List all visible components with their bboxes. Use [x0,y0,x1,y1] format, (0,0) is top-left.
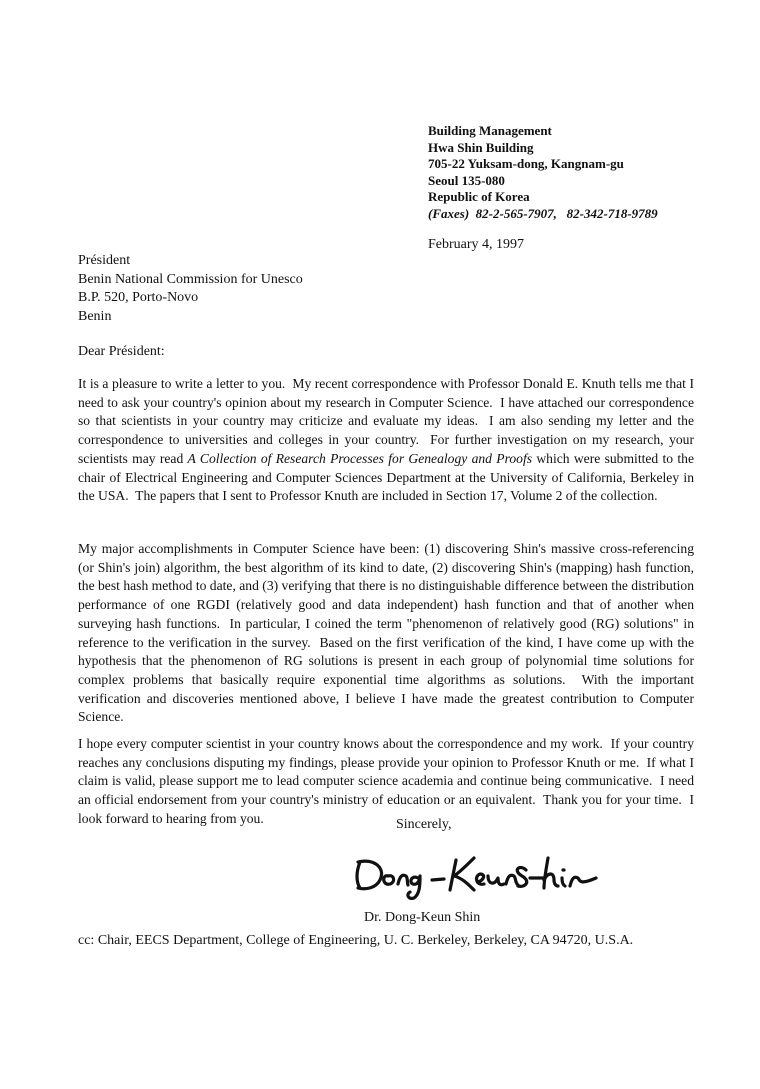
recipient-line: Benin National Commission for Unesco [78,271,303,287]
recipient-line: Président [78,253,131,268]
sender-line: Republic of Korea [428,189,530,204]
salutation: Dear Président: [78,344,165,359]
body-paragraph-3: I hope every computer scientist in your country knows about the correspondence and my work. If your country reaches any conclusions disputing my findings, please provide your opinion to Professor Knuth or me. If what I claim is valid, please support me to lead computer science academia and continue being communicative. I need an official endorsement from your country's ministry of education or an equivalent. Thank you for your time. I look forward to hearing from you. [78,736,698,826]
fax-label: (Faxes) [428,205,470,221]
handwritten-signature [352,848,602,900]
sender-line: Building Management [428,123,552,138]
recipient-line: B.P. 520, Porto-Novo [78,290,199,305]
body-paragraph-2: My major accomplishments in Computer Science have been: (1) discovering Shin's massive cross-referencing (or Shin's join) algorithm, the best algorithm of its kind to date, (2) discovering Shin's (mapping) hash function, the best hash method to date, and (3) verifying that there is no distinguishable difference between the distribution performance of one RGDI (relatively good and data independent) hash function and that of another when surveying hash functions. In particular, I coined the term "phenomenon of relatively good (RG) solutions" in reference to the verification in the survey. Based on the first verification of the kind, I have come up with the hypothesis that the phenomenon of RG solutions is present in each group of polynomial time solutions for complex problems that basically require exponential time algorithms as solutions. With the important verification and discoveries mentioned above, I believe I have made the greatest contribution to Computer Science. [78,541,698,725]
fax-line [428,206,658,223]
signer-name: Dr. Dong-Keun Shin [364,910,481,925]
sender-address-block [428,123,658,222]
recipient-address-block [78,252,303,326]
letter-date: February 4, 1997 [428,237,525,252]
sender-line: Seoul 135-080 [428,172,505,188]
sender-line: Hwa Shin Building [428,139,534,155]
carbon-copy-line: cc: Chair, EECS Department, College of Engineering, U. C. Berkeley, Berkeley, CA 94720, U.S.A. [78,933,634,948]
p1-text-start: It is a pleasure to write a letter to you. My recent correspondence with Professor Donald E. Knuth tells me that I need to ask your country's opinion about my research in Computer Science. I have attached our correspondence so that scientists in your country may criticize and evaluate my ideas. I am also sending my letter and the correspondence to universities and colleges in your country. For further investigation on my research, your scientists may read [78,376,698,466]
closing: Sincerely, [396,817,452,832]
publication-title: A Collection of Research Processes for Genealogy and Proofs [187,450,533,466]
body-paragraph-1 [78,375,698,506]
sender-line: 705-22 Yuksam-dong, Kangnam-gu [428,156,624,171]
recipient-line: Benin [78,308,112,324]
fax-numbers: 82-2-565-7907, 82-342-718-9789 [475,205,658,221]
p1-text-end: which were submitted to the chair of Electrical Engineering and Computer Sciences Department at the University of California, Berkeley in the USA. The papers that I sent to Professor Knuth are included in Section 17, Volume 2 of the collection. [78,450,698,504]
